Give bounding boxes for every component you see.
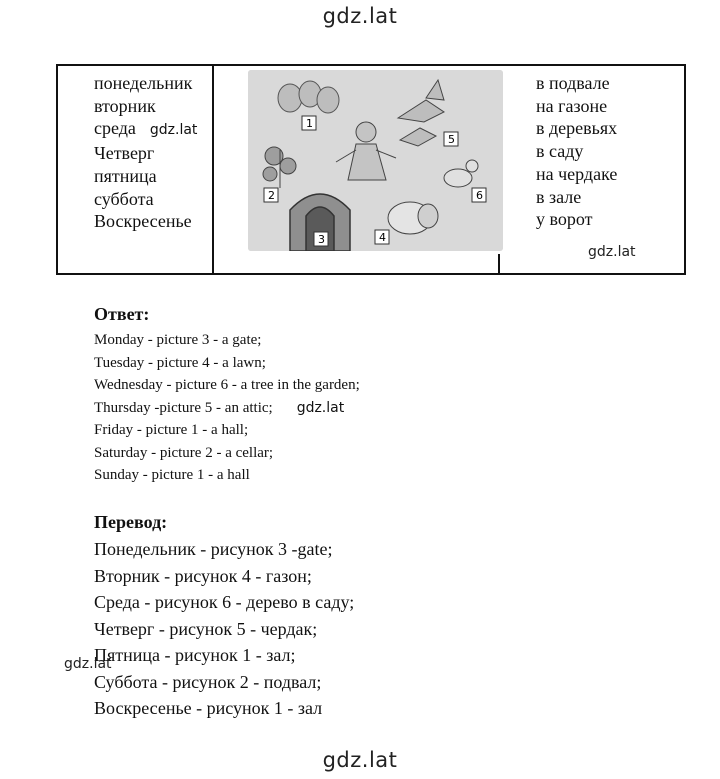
translation-line: Пятница - рисунок 1 - зал; <box>94 645 296 665</box>
answer-line: Thursday -picture 5 - an attic; gdz.lat <box>94 399 345 416</box>
svg-text:2: 2 <box>268 189 275 202</box>
translation-list <box>94 536 354 722</box>
place-item: в деревьях <box>536 118 618 139</box>
watermark-top: gdz.lat <box>322 4 398 28</box>
days-column <box>94 72 197 233</box>
day-item: пятница <box>94 165 157 186</box>
svg-text:3: 3 <box>318 233 325 246</box>
svg-text:4: 4 <box>379 231 386 244</box>
places-column <box>536 72 617 231</box>
table-divider-right <box>498 254 500 275</box>
translation-line: Четверг - рисунок 5 - чердак; <box>94 618 318 639</box>
table-divider-left <box>212 64 214 275</box>
svg-text:5: 5 <box>448 133 455 146</box>
day-item: понедельник <box>94 73 193 93</box>
watermark-table-right: gdz.lat <box>588 244 636 260</box>
answer-line: Sunday - picture 1 - a hall <box>94 467 250 483</box>
translation-line: Вторник - рисунок 4 - газон; <box>94 565 312 586</box>
answer-list <box>94 329 360 487</box>
illustration-picture <box>248 70 503 251</box>
place-item: на чердаке <box>536 163 618 184</box>
answer-line: Saturday - picture 2 - a cellar; <box>94 444 274 461</box>
answer-line: Tuesday - picture 4 - a lawn; <box>94 354 266 371</box>
day-item: суббота <box>94 188 154 209</box>
watermark-translation: gdz.lat <box>64 656 112 672</box>
picture-number: 1 <box>306 117 313 130</box>
day-item: Четверг <box>94 143 155 164</box>
place-item: на газоне <box>536 95 608 116</box>
day-item: Воскресенье <box>94 211 192 232</box>
place-item: у ворот <box>536 209 593 230</box>
answer-heading: Ответ: <box>94 304 150 324</box>
day-item: вторник <box>94 95 156 116</box>
svg-text:6: 6 <box>476 189 483 202</box>
answer-line: Monday - picture 3 - a gate; <box>94 332 262 348</box>
place-item: в саду <box>536 141 584 162</box>
answer-line: Wednesday - picture 6 - a tree in the garden; <box>94 377 360 393</box>
answer-line: Friday - picture 1 - a hall; <box>94 422 249 438</box>
translation-line: Понедельник - рисунок 3 -gate; <box>94 539 333 559</box>
translation-line: Среда - рисунок 6 - дерево в саду; <box>94 592 355 612</box>
watermark-in-table: gdz.lat <box>149 122 198 139</box>
place-item: в зале <box>536 186 582 207</box>
translation-line: Воскресенье - рисунок 1 - зал <box>94 698 323 718</box>
place-item: в подвале <box>536 73 610 93</box>
translation-heading: Перевод: <box>94 512 168 532</box>
watermark-bottom: gdz.lat <box>322 748 398 772</box>
day-item: среда gdz.lat <box>94 118 198 139</box>
translation-line: Суббота - рисунок 2 - подвал; <box>94 671 322 692</box>
watermark-answer: gdz.lat <box>296 399 345 416</box>
